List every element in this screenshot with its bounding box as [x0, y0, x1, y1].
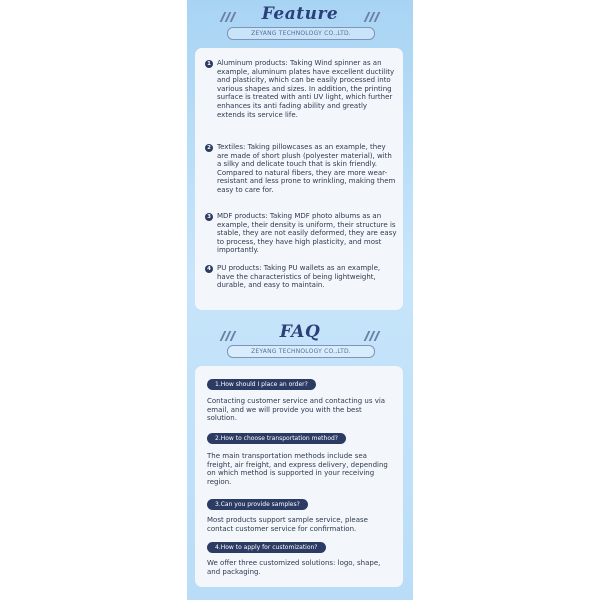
feature-subtitle: ZEYANG TECHNOLOGY CO.,LTD.	[227, 27, 375, 40]
feature-text: Textiles: Taking pillowcases as an example, they are made of short plush (polyester material), with a silky and delicate touch that is skin friendly. Compared to natural fibers, they are more wear-resistant and less prone to wrinkling, making them easy to care for.	[217, 143, 396, 194]
number-badge: 4	[205, 265, 213, 273]
feature-text: PU products: Taking PU wallets as an example, have the characteristics of being lightweight, durable, and easy to maintain.	[217, 264, 381, 290]
right-slash-decoration	[364, 331, 380, 341]
faq-answer: Most products support sample service, please contact customer service for confirmation.	[207, 516, 368, 533]
feature-text: Aluminum products: Taking Wind spinner as an example, aluminum plates have excellent ductility and plasticity, which can be easily processed into various shapes and sizes. In addition, the printing surface is treated with anti UV light, which further enhances its anti fading ability and greatly extends its service life.	[217, 59, 395, 119]
faq-question: 3.Can you provide samples?	[207, 499, 308, 510]
feature-card	[195, 48, 403, 310]
feature-title: Feature	[261, 4, 339, 24]
number-badge: 1	[205, 60, 213, 68]
content-strip	[187, 0, 413, 600]
faq-answer: We offer three customized solutions: logo, shape, and packaging.	[207, 559, 381, 576]
feature-text: MDF products: Taking MDF photo albums as an example, their density is uniform, their structure is stable, they are not easily deformed, they are easy to process, they have high plasticity, and most importantly.	[217, 212, 397, 255]
faq-subtitle: ZEYANG TECHNOLOGY CO.,LTD.	[227, 345, 375, 358]
faq-question: 1.How should I place an order?	[207, 379, 316, 390]
right-slash-decoration	[364, 12, 380, 22]
faq-answer: The main transportation methods include sea freight, air freight, and express delivery, depending on which method is supported in your receiving region.	[207, 452, 388, 486]
number-badge: 3	[205, 213, 213, 221]
faq-answer: Contacting customer service and contacting us via email, and we will provide you with the best solution.	[207, 397, 386, 423]
faq-title: FAQ	[279, 322, 321, 342]
faq-question: 2.How to choose transportation method?	[207, 433, 346, 444]
number-badge: 2	[205, 144, 213, 152]
faq-question: 4.How to apply for customization?	[207, 542, 326, 553]
faq-card	[195, 366, 403, 587]
